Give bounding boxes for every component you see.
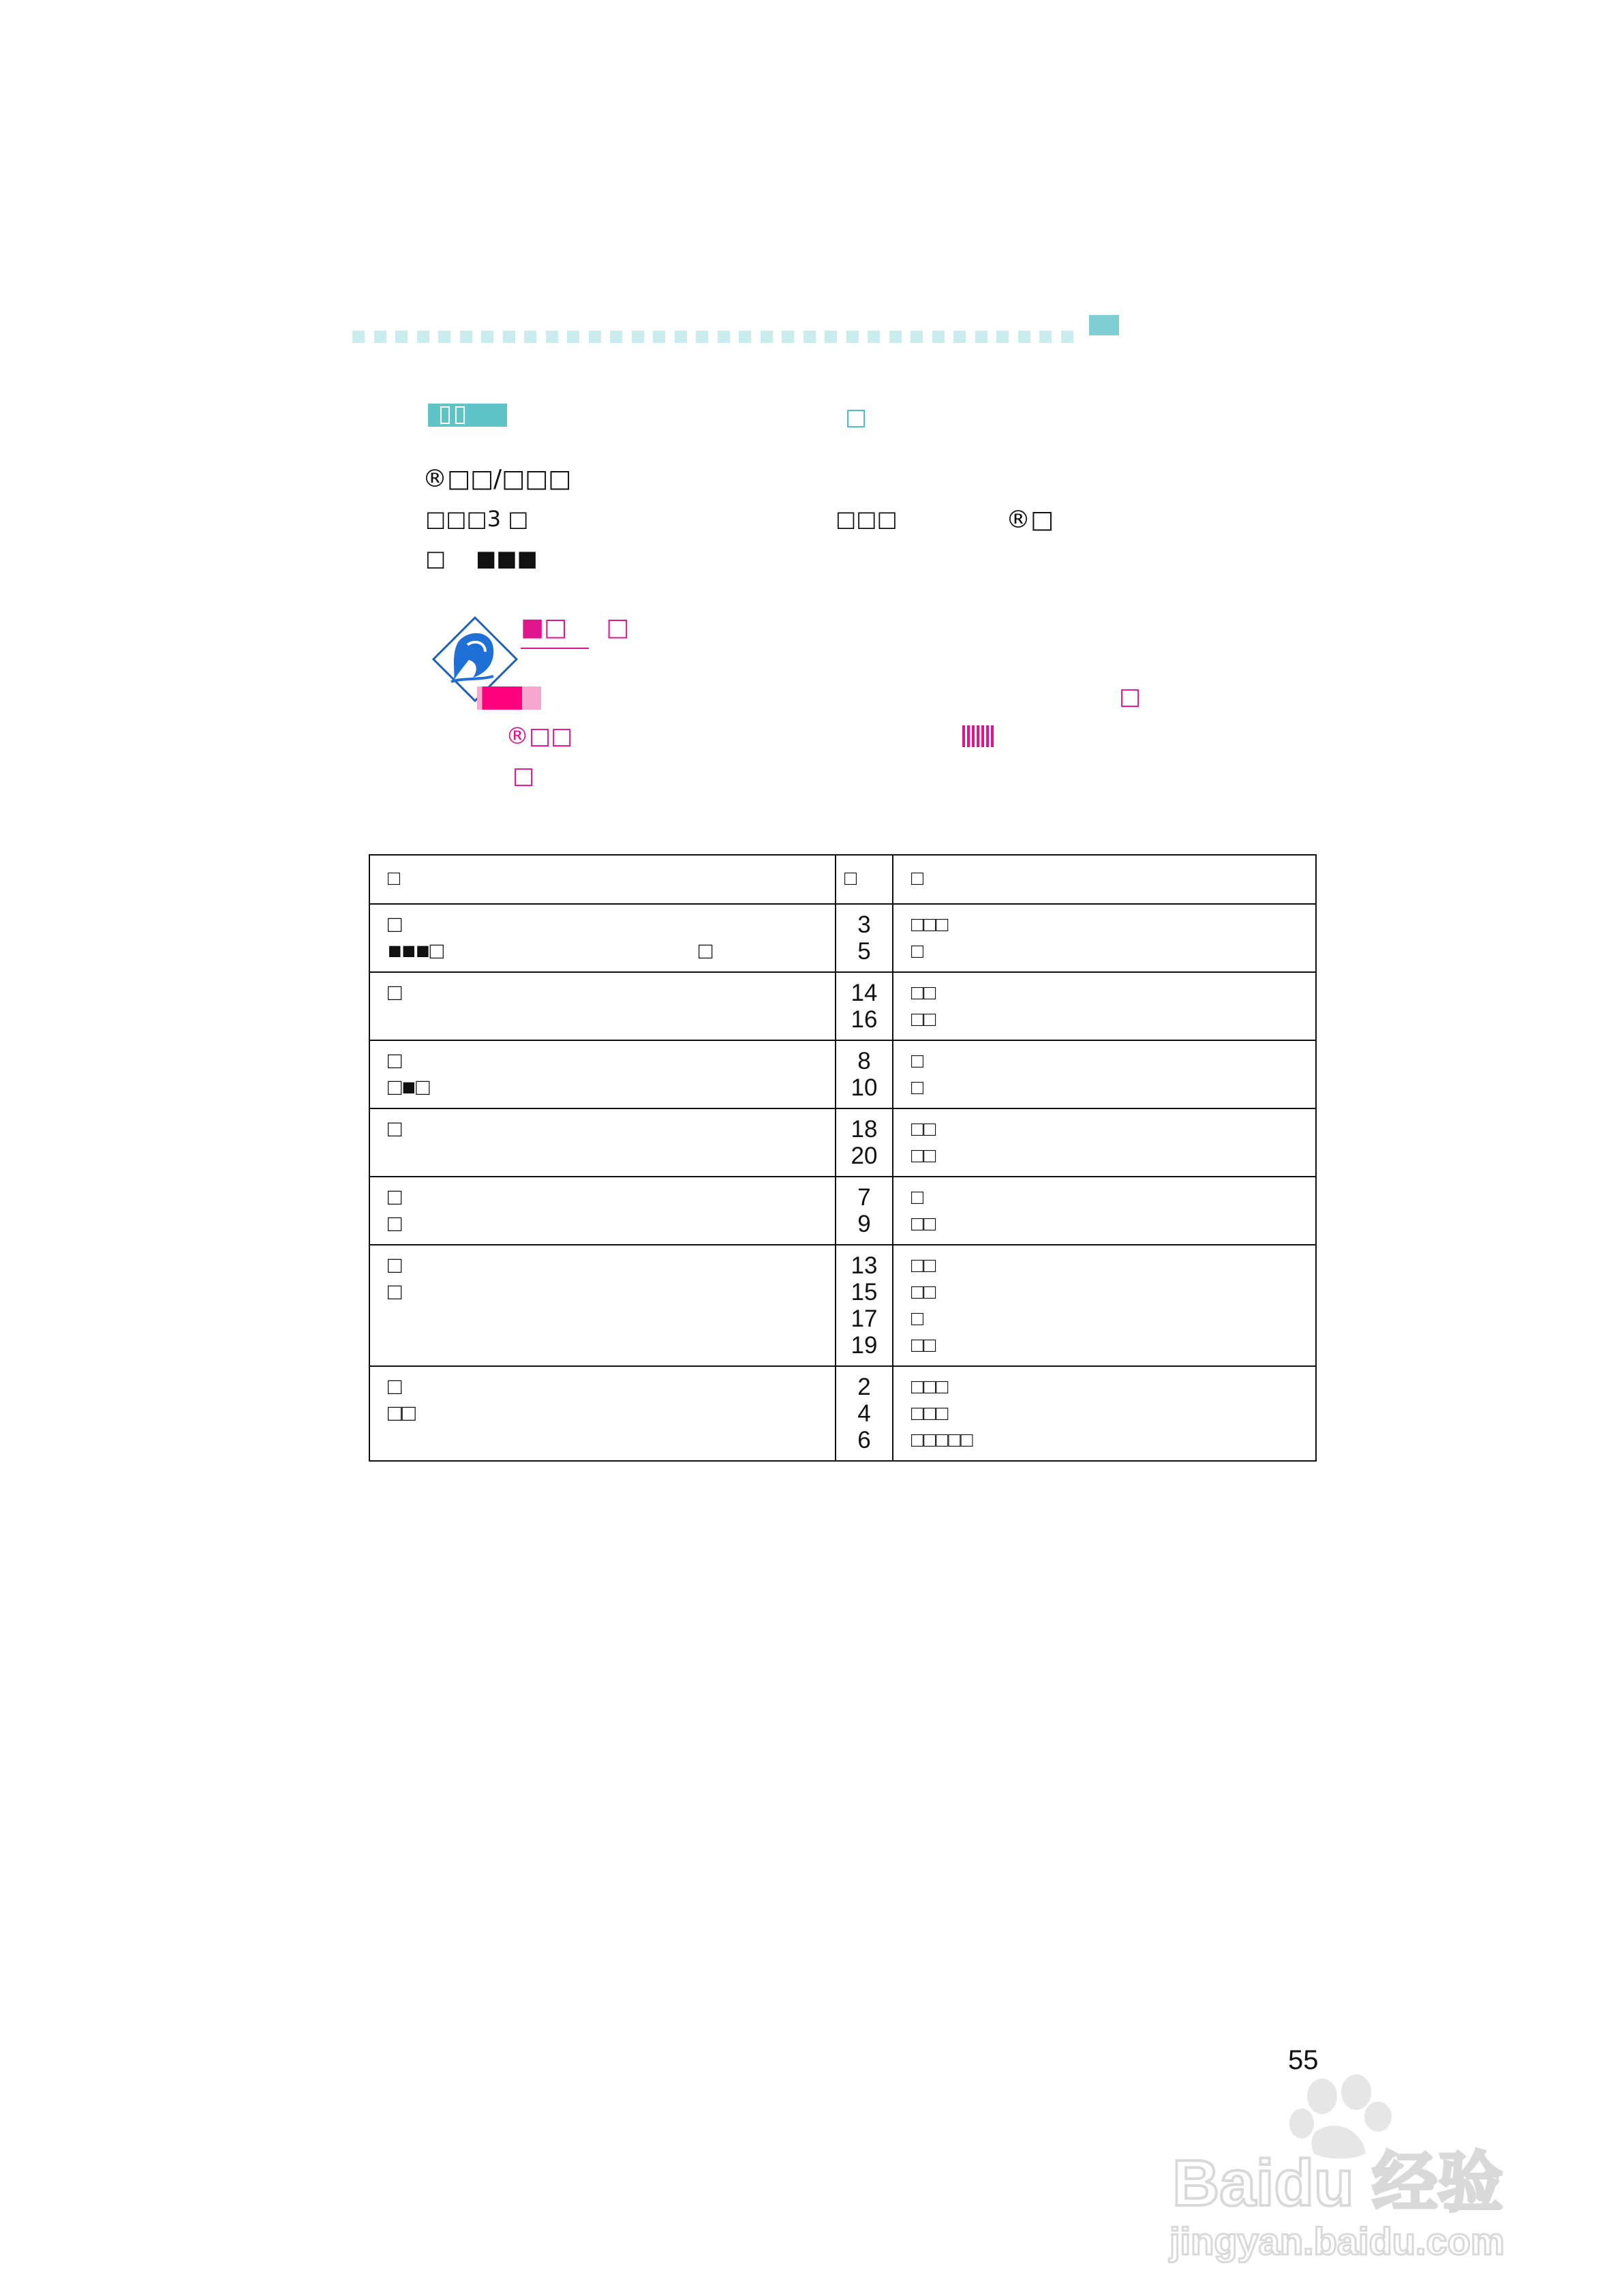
pin-table <box>369 854 1317 1462</box>
header-dot <box>953 331 966 343</box>
header-dot <box>846 331 859 343</box>
pin-description: □□ <box>911 1145 936 1167</box>
pin-number: 19 <box>851 1332 878 1359</box>
row-number-cell <box>836 1245 893 1366</box>
body-line-2b: □□□ <box>836 506 898 532</box>
pin-description: □ <box>911 940 924 963</box>
pin-description: □□ <box>911 1213 936 1235</box>
row-name-line: □ <box>388 1048 402 1074</box>
row-name-cell <box>369 1040 836 1108</box>
row-name-right: □ <box>699 938 713 964</box>
row-name-line: □■□ <box>388 1074 430 1100</box>
body-line-3b: ■■■ <box>476 545 538 571</box>
pin-number: 9 <box>857 1211 871 1237</box>
row-desc-cell <box>893 1245 1316 1366</box>
body-line-3a: □ <box>425 545 446 571</box>
header-dot <box>996 331 1009 343</box>
row-name-cell <box>369 972 836 1040</box>
pin-number: 20 <box>851 1143 878 1169</box>
row-name-cell <box>369 904 836 972</box>
header-dot <box>460 331 472 343</box>
table-header-row <box>369 855 1316 904</box>
header-dot <box>868 331 880 343</box>
header-dot <box>675 331 687 343</box>
header-dot <box>610 331 622 343</box>
page-number: 55 <box>1288 2045 1319 2075</box>
pin-number: 14 <box>851 980 878 1006</box>
row-name-line: □ <box>388 980 402 1006</box>
header-dot <box>825 331 837 343</box>
header-dot <box>739 331 751 343</box>
pin-description: □□ <box>911 1281 936 1303</box>
watermark-brand: Baidu 经验 <box>1172 2147 1503 2220</box>
header-dot <box>589 331 601 343</box>
pin-number: 6 <box>857 1427 871 1453</box>
row-name-cell <box>369 1245 836 1366</box>
pin-number: 4 <box>857 1400 871 1427</box>
header-dot <box>438 331 450 343</box>
row-desc-cell <box>893 904 1316 972</box>
header-corner-mark <box>1089 315 1119 335</box>
table-row <box>369 1366 1316 1461</box>
baidu-paw-icon <box>1289 2074 1392 2159</box>
pin-description: □□□□□ <box>911 1429 973 1451</box>
pin-description: □ <box>911 1076 924 1099</box>
header-dot <box>782 331 794 343</box>
table-row <box>369 1245 1316 1366</box>
table-row <box>369 1108 1316 1177</box>
watermark-url: jingyan.baidu.com <box>1169 2220 1505 2263</box>
row-name-line: □ <box>388 1279 402 1305</box>
table-row <box>369 972 1316 1040</box>
section-heading-right: □ <box>845 404 868 431</box>
pin-description: □ <box>911 1050 924 1072</box>
pin-description: □□ <box>911 1118 936 1141</box>
body-line-1: ®□□/□□□ <box>423 465 572 493</box>
pin-number: 13 <box>851 1252 878 1279</box>
row-name-line: □ <box>388 1211 402 1237</box>
header-name: □ <box>369 855 836 904</box>
row-name-line: □ <box>388 1374 402 1400</box>
header-dot <box>1018 331 1030 343</box>
header-dot <box>417 331 429 343</box>
row-number-cell <box>836 972 893 1040</box>
header-dot <box>352 331 365 343</box>
note-line-1-right: □ <box>1119 683 1142 710</box>
table-row <box>369 1177 1316 1245</box>
pin-number: 5 <box>857 938 871 965</box>
header-number: □ <box>836 855 893 904</box>
table-row <box>369 904 1316 972</box>
header-dot <box>761 331 773 343</box>
pin-description: □□ <box>911 982 936 1004</box>
header-dot <box>374 331 386 343</box>
header-dot <box>889 331 902 343</box>
row-number-cell <box>836 1108 893 1177</box>
row-name-cell <box>369 1177 836 1245</box>
header-dot <box>932 331 945 343</box>
header-dot <box>696 331 708 343</box>
header-dot <box>481 331 493 343</box>
pin-number: 8 <box>857 1048 871 1074</box>
pin-number: 7 <box>857 1184 871 1211</box>
pin-number: 2 <box>857 1374 871 1400</box>
heading-glyph <box>455 406 465 424</box>
row-name-line: □ <box>388 1116 402 1142</box>
note-title: ■□ □ <box>521 614 630 641</box>
pin-description: □□ <box>911 1334 936 1357</box>
row-desc-cell <box>893 1108 1316 1177</box>
header-desc: □ <box>893 855 1316 904</box>
row-name-line: □ <box>388 1252 402 1278</box>
row-desc-cell <box>893 1366 1316 1461</box>
note-highlight-bar <box>477 686 541 710</box>
baidu-watermark <box>1159 2069 1540 2274</box>
header-dot <box>911 331 923 343</box>
row-name-line: ■■■□ <box>388 938 444 964</box>
header-dot <box>975 331 988 343</box>
row-name-line: □ <box>388 1184 402 1210</box>
row-desc-cell <box>893 1040 1316 1108</box>
pin-number: 16 <box>851 1006 878 1033</box>
heading-glyph <box>440 406 450 424</box>
row-desc-cell <box>893 972 1316 1040</box>
row-number-cell <box>836 1177 893 1245</box>
header-dot <box>1039 331 1052 343</box>
pin-description: □□ <box>911 1008 936 1031</box>
header-dot <box>804 331 816 343</box>
row-number-cell <box>836 1040 893 1108</box>
pin-description: □ <box>911 1308 924 1330</box>
note-line-2: ®□□ <box>506 723 573 750</box>
header-dot <box>1061 331 1073 343</box>
header-dot <box>653 331 665 343</box>
row-number-cell <box>836 904 893 972</box>
pin-description: □□□ <box>911 1376 949 1398</box>
pin-number: 15 <box>851 1279 878 1305</box>
row-name-line: □ <box>388 911 402 937</box>
body-line-2a: □□□3 □ <box>425 506 529 532</box>
pin-number: 17 <box>851 1305 878 1332</box>
pin-description: □□ <box>911 1254 936 1277</box>
header-dot <box>718 331 730 343</box>
pin-description: □□□ <box>911 913 949 936</box>
row-name-line: □□ <box>388 1400 416 1426</box>
body-line-2c: ®□ <box>1006 506 1054 534</box>
table-row <box>369 1040 1316 1108</box>
pin-description: □□□ <box>911 1402 949 1425</box>
header-dot <box>395 331 408 343</box>
note-line-2-mark <box>962 725 995 747</box>
row-number-cell <box>836 1366 893 1461</box>
pin-number: 18 <box>851 1116 878 1143</box>
note-title-underline <box>521 648 589 649</box>
pin-number: 3 <box>857 911 871 938</box>
row-name-cell <box>369 1108 836 1177</box>
pin-number: 10 <box>851 1074 878 1101</box>
row-desc-cell <box>893 1177 1316 1245</box>
section-heading-bar <box>428 404 507 427</box>
header-dotted-rule <box>352 331 1073 343</box>
pin-description: □ <box>911 1186 924 1209</box>
header-dot <box>546 331 558 343</box>
note-line-3: □ <box>512 762 535 789</box>
header-dot <box>567 331 579 343</box>
row-name-line-wrap <box>388 938 817 965</box>
header-dot <box>503 331 515 343</box>
header-dot <box>632 331 644 343</box>
row-name-cell <box>369 1366 836 1461</box>
header-dot <box>524 331 536 343</box>
